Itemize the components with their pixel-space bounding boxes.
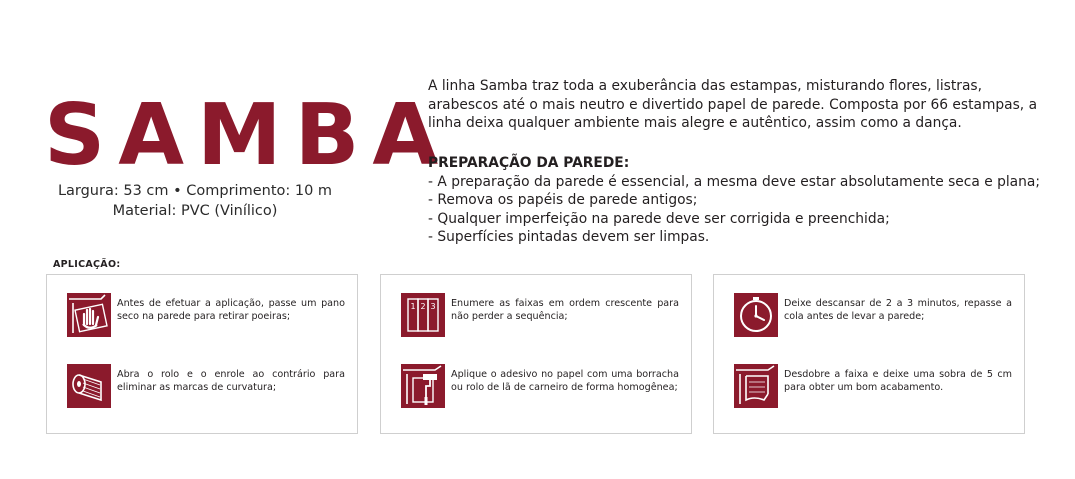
application-step <box>401 293 681 343</box>
wallpaper-roll-icon <box>67 364 111 408</box>
step-text: Enumere as faixas em ordem crescente para não perder a sequência; <box>451 298 679 322</box>
application-step <box>67 293 347 343</box>
application-step <box>734 293 1014 343</box>
application-panel-2 <box>380 274 692 434</box>
line-description: A linha Samba traz toda a exuberância das estampas, misturando flores, listras, arabescos até o mais neutro e divertido papel de parede. Composta por 66 estampas, a linha deixa qualquer ambiente mais alegre e autêntico, assim como a dança. <box>428 78 1038 131</box>
strip-number: 3 <box>430 302 436 311</box>
step-text: Antes de efetuar a aplicação, passe um pano seco na parede para retirar poeiras; <box>117 298 345 322</box>
clock-icon <box>734 293 778 337</box>
brand-title: SAMBA <box>44 86 452 185</box>
application-panel-3 <box>713 274 1025 434</box>
preparation-item: - Qualquer imperfeição na parede deve ser corrigida e preenchida; <box>428 210 890 227</box>
application-step <box>734 364 1014 414</box>
application-step <box>401 364 681 414</box>
preparation-title: PREPARAÇÃO DA PAREDE: <box>428 155 630 171</box>
step-text: Desdobre a faixa e deixe uma sobra de 5 cm para obter um bom acabamento. <box>784 369 1012 393</box>
product-specs <box>44 181 346 221</box>
paint-roller-icon <box>401 364 445 408</box>
preparation-item: - Remova os papéis de parede antigos; <box>428 192 698 208</box>
folded-strip-icon <box>734 364 778 408</box>
size-spec: Largura: 53 cm • Comprimento: 10 m <box>57 183 333 199</box>
preparation-item: - Superfícies pintadas devem ser limpas. <box>428 229 710 245</box>
step-text: Deixe descansar de 2 a 3 minutos, repasse a cola antes de levar a parede; <box>784 298 1012 322</box>
step-text: Abra o rolo e o enrole ao contrário para eliminar as marcas de curvatura; <box>117 369 345 393</box>
material-spec: Material: PVC (Vinílico) <box>112 203 278 219</box>
application-step <box>67 364 347 414</box>
wall-preparation <box>428 154 1068 247</box>
step-text: Aplique o adesivo no papel com uma borracha ou rolo de lã de carneiro de forma homogênea; <box>451 369 679 393</box>
preparation-item: - A preparação da parede é essencial, a mesma deve estar absolutamente seca e plana; <box>428 173 1040 190</box>
application-panel-1 <box>46 274 358 434</box>
numbered-strips-icon <box>401 293 445 337</box>
strip-number: 1 <box>410 302 416 311</box>
hand-wiping-icon <box>67 293 111 337</box>
application-title: APLICAÇÃO: <box>53 259 121 270</box>
strip-number: 2 <box>420 302 426 311</box>
